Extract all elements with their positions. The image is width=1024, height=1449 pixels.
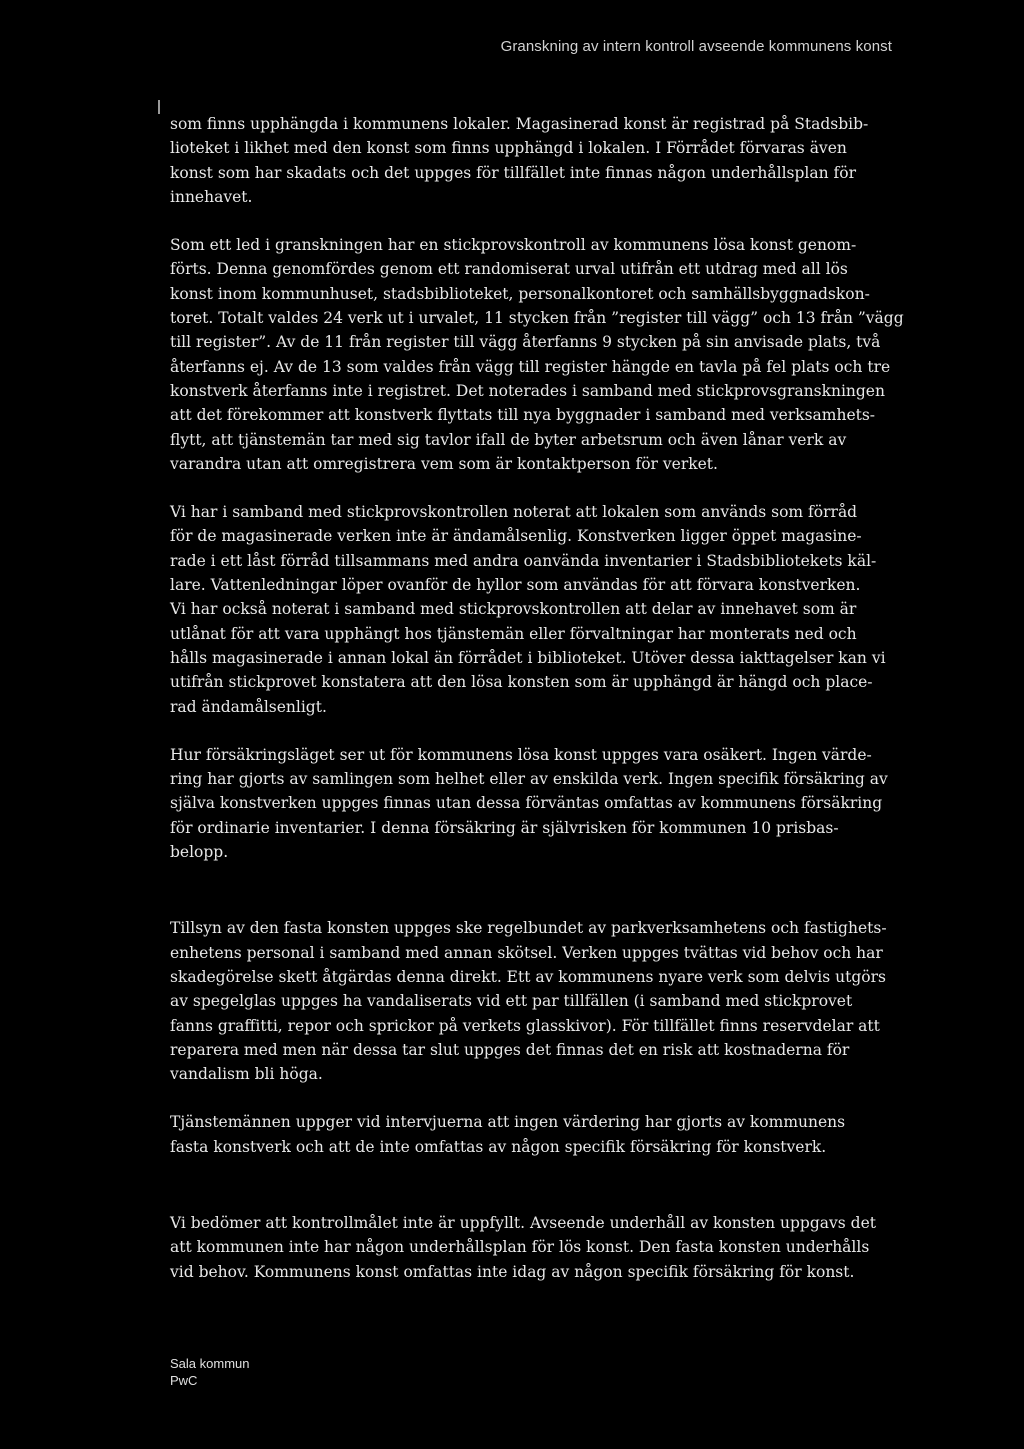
paragraph-gap <box>170 1086 905 1110</box>
paragraph-sample-check <box>170 233 905 476</box>
text-line: ring har gjorts av samlingen som helhet eller av enskilda verk. Ingen specifik försäkring av <box>170 770 888 789</box>
text-line: konstverk återfanns inte i registret. Det noterades i samband med stickprovsgranskningen <box>170 381 885 400</box>
text-line: som finns upphängda i kommunens lokaler. Magasinerad konst är registrad på Stadsbib- <box>170 115 869 133</box>
text-line: rad ändamålsenligt. <box>170 697 327 716</box>
text-line: fasta konstverk och att de inte omfattas av någon specifik försäkring för konstverk. <box>170 1137 827 1156</box>
paragraph-gap <box>170 719 905 743</box>
paragraph-gap <box>170 1159 905 1183</box>
text-line: att kommunen inte har någon underhållsplan för lös konst. Den fasta konsten underhålls <box>170 1238 870 1257</box>
text-line: Tillsyn av den fasta konsten uppges ske regelbundet av parkverksamhetens och fastighets- <box>170 919 887 938</box>
paragraph-storage <box>170 112 905 209</box>
text-line: vid behov. Kommunens konst omfattas inte idag av någon specifik försäkring för konst. <box>170 1262 855 1281</box>
page-footer <box>170 1355 249 1389</box>
text-line: Vi bedömer att kontrollmålet inte är uppfyllt. Avseende underhåll av konsten uppgavs det <box>170 1213 876 1232</box>
text-line: förts. Denna genomfördes genom ett randomiserat urval utifrån ett utdrag med all lös <box>170 260 848 279</box>
text-line: innehavet. <box>170 187 253 206</box>
document-body <box>170 112 905 1284</box>
paragraph-gap <box>170 476 905 500</box>
text-line: konst inom kommunhuset, stadsbiblioteket, personalkontoret och samhällsbyggnadskon- <box>170 284 870 303</box>
faint-section-heading <box>170 1183 905 1211</box>
text-line: skadegörelse skett åtgärdas denna direkt. Ett av kommunens nyare verk som delvis utgörs <box>170 967 886 986</box>
text-line: utlånat för att vara upphängt hos tjänstemän eller förvaltningar har monterats ned och <box>170 624 857 643</box>
text-line: flytt, att tjänstemän tar med sig tavlor ifall de byter arbetsrum och även lånar verk av <box>170 430 847 449</box>
text-line: för ordinarie inventarier. I denna försäkring är självrisken för kommunen 10 prisbas- <box>170 818 839 837</box>
paragraph-fixed-art <box>170 916 905 1086</box>
paragraph-gap <box>170 209 905 233</box>
paragraph-storage-premises <box>170 500 905 719</box>
text-line: lare. Vattenledningar löper ovanför de hyllor som användas för att förvara konstverken. <box>170 576 861 595</box>
text-line: reparera med men när dessa tar slut uppges det finnas det en risk att kostnaderna för <box>170 1040 850 1059</box>
text-line: Tjänstemännen uppger vid intervjuerna att ingen värdering har gjorts av kommunens <box>170 1113 846 1132</box>
footer-company: PwC <box>170 1373 198 1388</box>
text-line: av spegelglas uppges ha vandaliserats vid ett par tillfällen (i samband med stickprovet <box>170 992 853 1011</box>
text-line: belopp. <box>170 843 229 862</box>
text-line: själva konstverken uppges finnas utan dessa förväntas omfattas av kommunens försäkring <box>170 794 883 813</box>
text-line: för de magasinerade verken inte är ändamålsenlig. Konstverken ligger öppet magasine- <box>170 527 862 546</box>
text-line: fanns graffitti, repor och sprickor på verkets glasskivor). För tillfället finns reservdelar att <box>170 1016 880 1035</box>
text-line: toret. Totalt valdes 24 verk ut i urvalet, 11 stycken från ”register till vägg” och 13 från ”vägg <box>170 309 904 328</box>
text-line: lioteket i likhet med den konst som finns upphängd i lokalen. I Förrådet förvaras även <box>170 139 847 158</box>
text-line: Vi har också noterat i samband med stickprovskontrollen att delar av innehavet som är <box>170 600 857 619</box>
text-line: Vi har i samband med stickprovskontrollen noterat att lokalen som används som förråd <box>170 503 858 522</box>
text-line: hålls magasinerade i annan lokal än förrådet i biblioteket. Utöver dessa iakttagelser kan vi <box>170 648 886 667</box>
paragraph-assessment <box>170 1211 905 1284</box>
text-line: rade i ett låst förråd tillsammans med andra oanvända inventarier i Stadsbibliotekets käl- <box>170 551 877 570</box>
section-gap <box>170 864 905 916</box>
text-line: enhetens personal i samband med annan skötsel. Verken uppges tvättas vid behov och har <box>170 943 883 962</box>
text-line: vandalism bli höga. <box>170 1065 323 1084</box>
paragraph-interviews <box>170 1110 905 1159</box>
text-line: att det förekommer att konstverk flyttats till nya byggnader i samband med verksamhets- <box>170 406 876 425</box>
text-line: varandra utan att omregistrera vem som är kontaktperson för verket. <box>170 454 718 473</box>
footer-organization: Sala kommun <box>170 1356 250 1371</box>
scan-artifact <box>158 100 160 114</box>
paragraph-insurance <box>170 743 905 864</box>
page-header: Granskning av intern kontroll avseende kommunens konst <box>500 38 892 55</box>
text-line: återfanns ej. Av de 13 som valdes från vägg till register hängde en tavla på fel plats och tre <box>170 357 891 376</box>
text-line: till register”. Av de 11 från register till vägg återfanns 9 stycken på sin anvisade plats, två <box>170 333 881 352</box>
text-line: Hur försäkringsläget ser ut för kommunens lösa konst uppges vara osäkert. Ingen värde- <box>170 745 872 764</box>
text-line: Som ett led i granskningen har en stickprovskontroll av kommunens lösa konst genom- <box>170 236 857 255</box>
text-line: konst som har skadats och det uppges för tillfället inte finnas någon underhållsplan för <box>170 163 857 182</box>
text-line: utifrån stickprovet konstatera att den lösa konsten som är upphängd är hängd och place- <box>170 673 873 692</box>
